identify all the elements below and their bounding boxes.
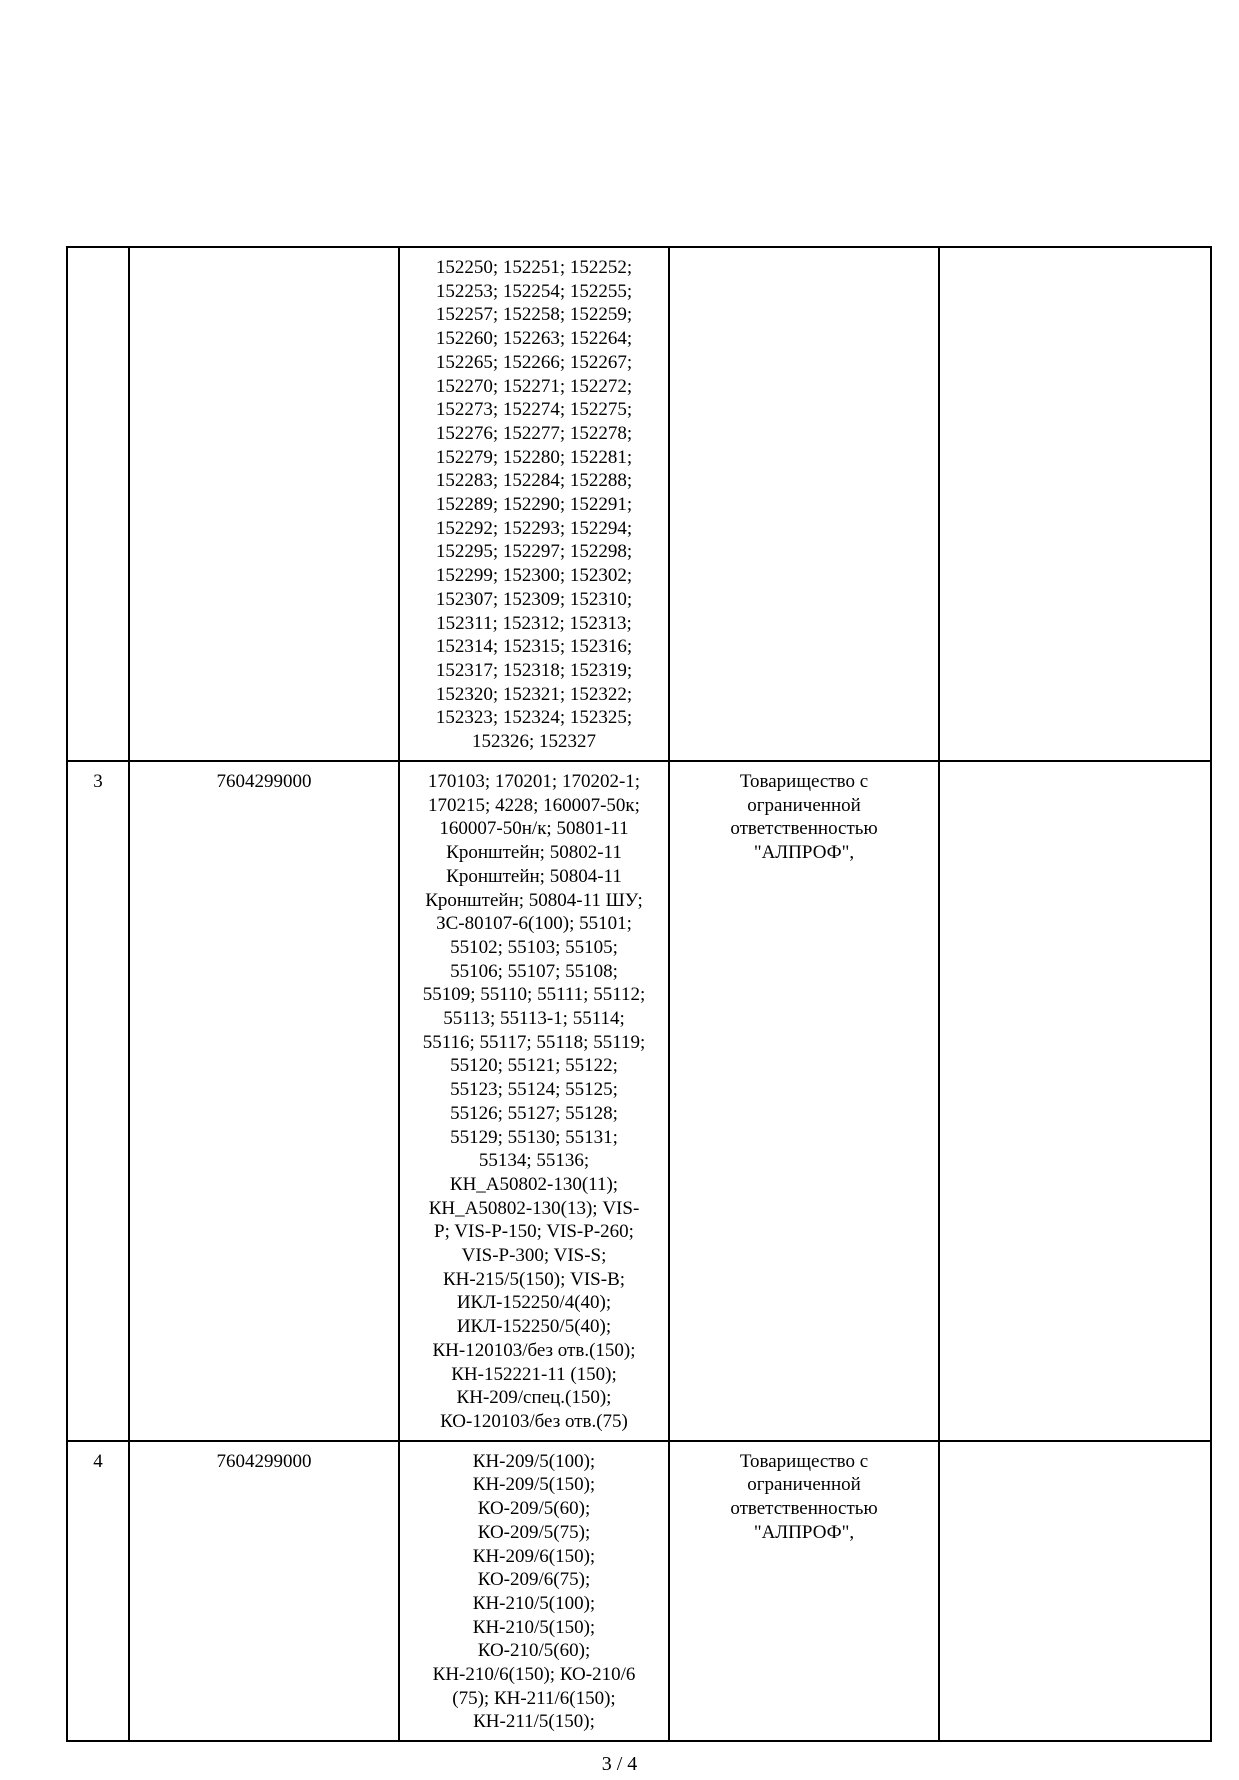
cell-text-line: 55102; 55103; 55105; <box>450 936 618 958</box>
table-row <box>67 1441 1211 1741</box>
cell-text-line: Кронштейн; 50804-11 <box>446 865 622 887</box>
cell-text-line: ограниченной <box>747 794 861 816</box>
company-cell <box>669 761 939 1441</box>
cell-text-line: 152292; 152293; 152294; <box>435 517 633 539</box>
cell-text-line: КН-210/6(150); КО-210/6 <box>432 1664 636 1686</box>
cell-text-line: Товарищество с <box>739 1450 869 1472</box>
cell-text-line: 152314; 152315; 152316; <box>435 636 633 658</box>
cell-text-line: КН-209/5(100); <box>472 1450 596 1472</box>
cell-text-line: VIS-P-300; VIS-S; <box>461 1245 607 1267</box>
customs-code-cell: 7604299000 <box>129 761 399 1441</box>
cell-text-line: Кронштейн; 50802-11 <box>446 842 622 864</box>
cell-text-line: КН-210/5(100); <box>472 1592 596 1614</box>
cell-text-line: 152317; 152318; 152319; <box>435 659 633 681</box>
cell-text-line: 55120; 55121; 55122; <box>450 1055 618 1077</box>
cell-text-line: Товарищество с <box>739 771 869 792</box>
cell-text-line: КО-120103/без отв.(75) <box>440 1410 628 1432</box>
cell-text-line: 152276; 152277; 152278; <box>435 422 633 444</box>
cell-text-line: ответственностью <box>730 818 878 840</box>
cell-text-line: 55106; 55107; 55108; <box>450 960 618 982</box>
cell-text-line: КО-209/6(75); <box>477 1569 591 1591</box>
cell-text-line: КН-210/5(150); <box>472 1616 596 1638</box>
cell-text-line: 55126; 55127; 55128; <box>450 1102 618 1124</box>
empty-cell <box>939 247 1211 761</box>
cell-text-line: ИКЛ-152250/5(40); <box>456 1316 612 1338</box>
company-cell <box>669 1441 939 1741</box>
cell-text-line: 55129; 55130; 55131; <box>450 1126 618 1148</box>
cell-text-line: 152323; 152324; 152325; <box>435 707 633 729</box>
cell-text-line: 152279; 152280; 152281; <box>435 446 633 468</box>
cell-text-line: 152270; 152271; 152272; <box>435 375 633 397</box>
cell-text-line: КН-209/спец.(150); <box>456 1387 612 1409</box>
cell-text-line: 152326; 152327 <box>471 731 597 753</box>
cell-text-line: КН-152221-11 (150); <box>451 1363 617 1385</box>
cell-text-line: (75); КН-211/6(150); <box>452 1687 616 1709</box>
table-row <box>67 761 1211 1441</box>
cell-text-line: 152295; 152297; 152298; <box>435 541 633 563</box>
page-number: 3 / 4 <box>601 1753 638 1775</box>
cell-text-line: 152260; 152263; 152264; <box>435 328 633 350</box>
cell-text-line: КН_А50802-130(13); VIS- <box>428 1197 640 1219</box>
cell-text-line: 152253; 152254; 152255; <box>435 280 633 302</box>
customs-code-cell <box>129 247 399 761</box>
cell-text-line: 170103; 170201; 170202-1; <box>427 771 641 792</box>
cell-text-line: 152320; 152321; 152322; <box>435 683 633 705</box>
cell-text-line: 152257; 152258; 152259; <box>435 304 633 326</box>
articles-cell <box>399 1441 669 1741</box>
table-row <box>67 247 1211 761</box>
cell-text-line: 152250; 152251; 152252; <box>435 257 633 278</box>
cell-text-line: 152311; 152312; 152313; <box>436 612 632 634</box>
row-number-cell <box>67 247 129 761</box>
cell-text-line: КН-120103/без отв.(150); <box>432 1339 636 1361</box>
cell-text-line: 152289; 152290; 152291; <box>435 494 633 516</box>
cell-text-line: "АЛПРОФ", <box>753 1521 855 1543</box>
cell-text-line: 152283; 152284; 152288; <box>435 470 633 492</box>
cell-text-line: "АЛПРОФ", <box>753 842 855 864</box>
cell-text-line: ответственностью <box>730 1498 878 1520</box>
cell-text-line: КО-210/5(60); <box>477 1640 591 1662</box>
cell-text-line: 55109; 55110; 55111; 55112; <box>422 984 646 1006</box>
cell-text-line: 170215; 4228; 160007-50к; <box>428 794 640 816</box>
cell-text-line: 160007-50н/к; 50801-11 <box>439 818 629 840</box>
cell-text-line: 55113; 55113-1; 55114; <box>443 1008 625 1030</box>
row-number-cell: 3 <box>67 761 129 1441</box>
cell-text-line: 55123; 55124; 55125; <box>450 1079 618 1101</box>
cell-text-line: КН-215/5(150); VIS-B; <box>442 1268 626 1290</box>
cell-text-line: 55134; 55136; <box>478 1150 590 1172</box>
cell-text-line: КО-209/5(75); <box>477 1521 591 1543</box>
company-cell <box>669 247 939 761</box>
empty-cell <box>939 1441 1211 1741</box>
customs-code-cell: 7604299000 <box>129 1441 399 1741</box>
cell-text-line: 152307; 152309; 152310; <box>435 588 633 610</box>
cell-text-line: ЗС-80107-6(100); 55101; <box>436 913 632 935</box>
cell-text-line: КН_А50802-130(11); <box>449 1173 619 1195</box>
cell-text-line: ИКЛ-152250/4(40); <box>456 1292 612 1314</box>
cell-text-line: ограниченной <box>747 1474 861 1496</box>
cell-text-line: КН-209/5(150); <box>472 1474 596 1496</box>
cell-text-line: 55116; 55117; 55118; 55119; <box>422 1031 646 1053</box>
cell-text-line: 152299; 152300; 152302; <box>435 565 633 587</box>
articles-cell <box>399 247 669 761</box>
document-table <box>66 246 1212 1742</box>
cell-text-line: КО-209/5(60); <box>477 1498 591 1520</box>
row-number-cell: 4 <box>67 1441 129 1741</box>
articles-cell <box>399 761 669 1441</box>
cell-text-line: P; VIS-P-150; VIS-P-260; <box>434 1221 634 1243</box>
empty-cell <box>939 761 1211 1441</box>
cell-text-line: 152273; 152274; 152275; <box>435 399 633 421</box>
cell-text-line: 152265; 152266; 152267; <box>435 351 633 373</box>
cell-text-line: Кронштейн; 50804-11 ШУ; <box>425 889 643 911</box>
cell-text-line: КН-209/6(150); <box>472 1545 596 1567</box>
cell-text-line: КН-211/5(150); <box>473 1711 595 1733</box>
